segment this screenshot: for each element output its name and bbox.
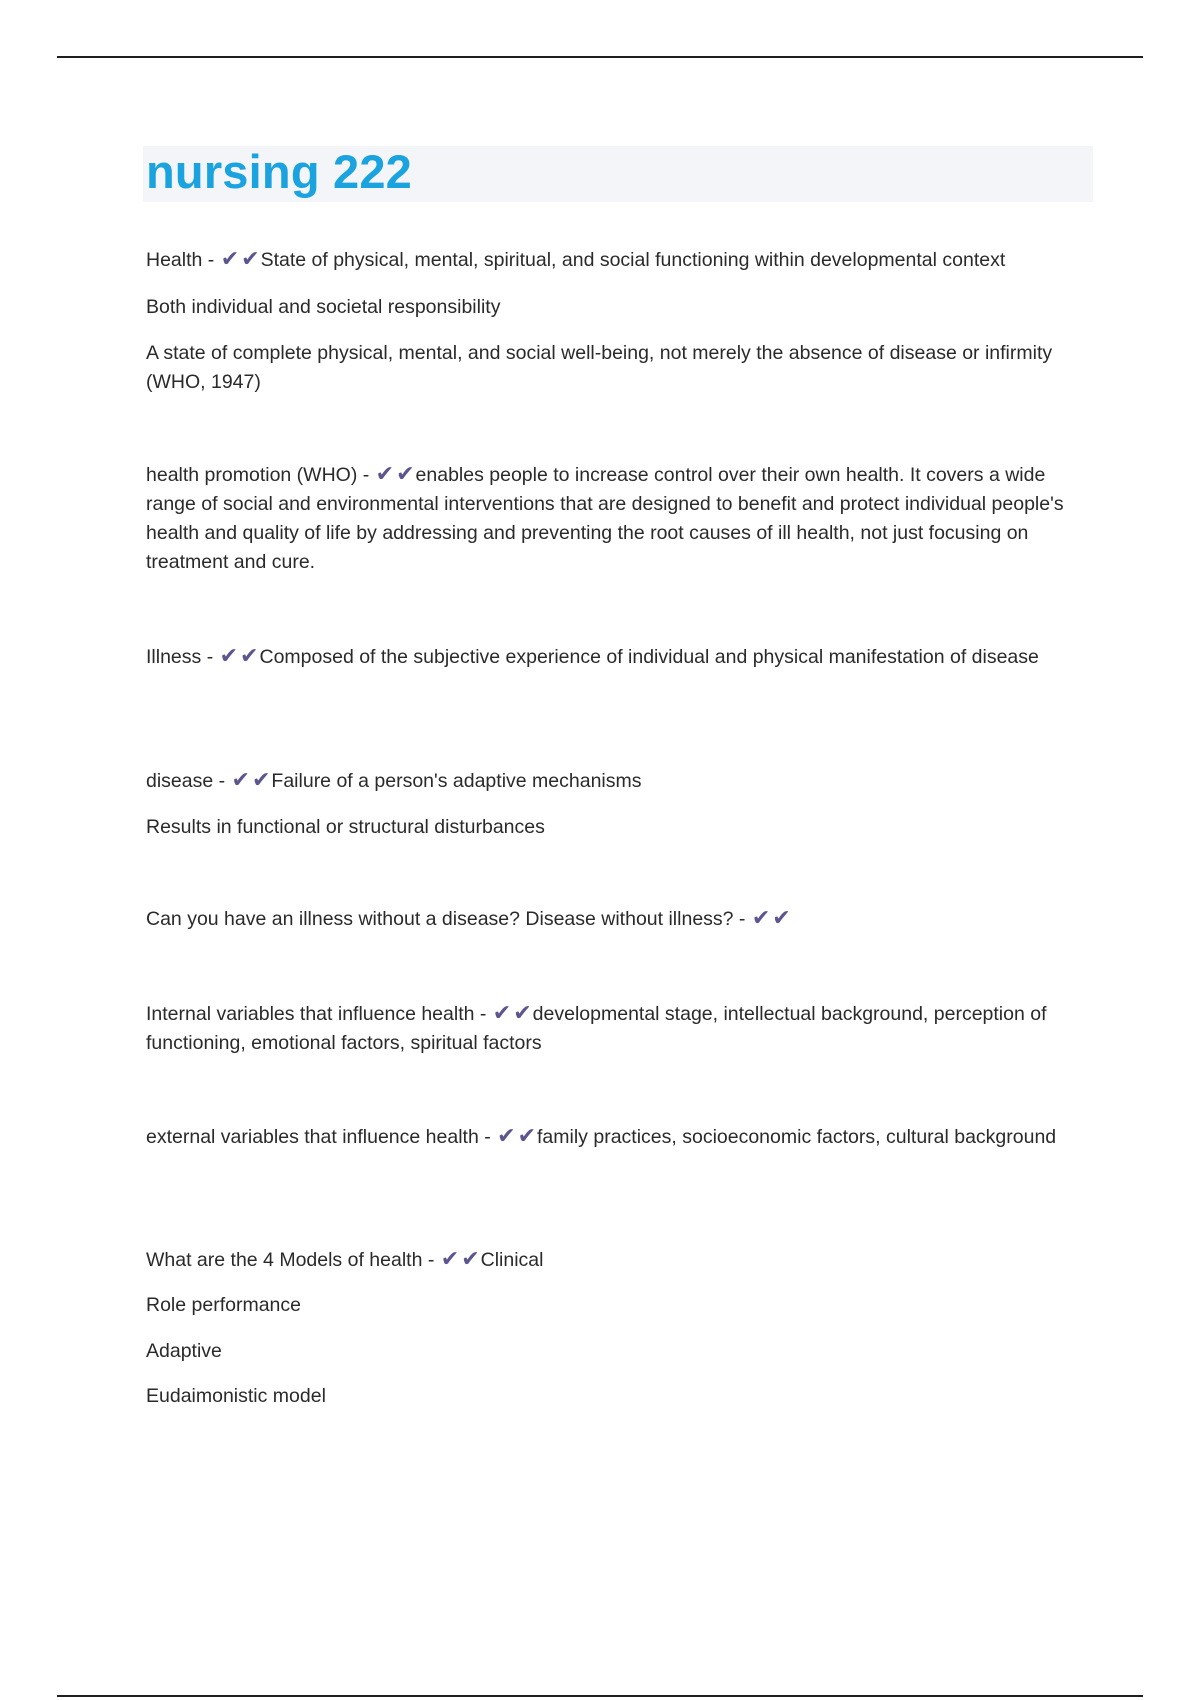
- qa-item-external-variables: [146, 1123, 1094, 1152]
- term: Health -: [146, 249, 215, 271]
- text-line: Eudaimonistic model: [146, 1385, 326, 1407]
- check-icon: ✔: [492, 1000, 512, 1025]
- definition: Failure of a person's adaptive mechanisms: [271, 770, 642, 792]
- qa-item-internal-variables: [146, 1000, 1094, 1058]
- qa-item-models-of-health: [146, 1246, 1094, 1275]
- check-icon: ✔: [240, 643, 259, 668]
- check-icon: ✔: [440, 1246, 460, 1271]
- check-icon: ✔: [461, 1246, 480, 1271]
- check-icon: ✔: [396, 461, 415, 486]
- check-icon: ✔: [513, 1000, 532, 1025]
- check-icon: ✔: [497, 1123, 516, 1148]
- term: What are the 4 Models of health -: [146, 1249, 435, 1271]
- definition: family practices, socioeconomic factors, cultural background: [537, 1126, 1057, 1148]
- definition: developmental stage, intellectual background, perception of functioning, emotional factors, spiritual factors: [146, 1003, 1047, 1054]
- term: Can you have an illness without a disease? Disease without illness? -: [146, 908, 746, 930]
- qa-item-health-promotion: [146, 461, 1094, 577]
- text-line: Both individual and societal responsibility: [146, 296, 501, 318]
- term: health promotion (WHO) -: [146, 464, 370, 486]
- check-icon: ✔: [231, 767, 250, 792]
- term: disease -: [146, 770, 226, 792]
- definition: enables people to increase control over their own health. It covers a wide range of social and environmental interventions that are designed to benefit and protect individual people's health and quality of life by addressing and preventing the root causes of ill health, not just focusing on treatment and cure.: [146, 464, 1064, 573]
- check-icon: ✔: [772, 905, 791, 930]
- qa-item-disease: [146, 767, 1094, 796]
- text-line: Adaptive: [146, 1340, 222, 1362]
- check-icon: ✔: [517, 1123, 537, 1148]
- page-title: nursing 222: [146, 145, 413, 198]
- check-icon: ✔: [219, 643, 239, 668]
- definition: Clinical: [480, 1249, 544, 1271]
- term: Illness -: [146, 646, 214, 668]
- term: Internal variables that influence health -: [146, 1003, 487, 1025]
- check-icon: ✔: [220, 246, 240, 271]
- text-line: Role performance: [146, 1294, 301, 1316]
- check-icon: ✔: [751, 905, 771, 930]
- check-icon: ✔: [251, 767, 271, 792]
- text-line: Results in functional or structural disturbances: [146, 816, 545, 838]
- definition: Composed of the subjective experience of individual and physical manifestation of disease: [259, 646, 1039, 668]
- check-icon: ✔: [375, 461, 395, 486]
- definition: State of physical, mental, spiritual, and social functioning within developmental context: [260, 249, 1006, 271]
- term: external variables that influence health -: [146, 1126, 491, 1148]
- check-icon: ✔: [241, 246, 260, 271]
- qa-item-illness-vs-disease: [146, 905, 1094, 934]
- qa-item-illness: [146, 643, 1094, 672]
- text-line: A state of complete physical, mental, and social well-being, not merely the absence of disease or infirmity (WHO, 1947): [146, 342, 1053, 393]
- qa-item-health: [146, 246, 1094, 275]
- top-rule: [57, 56, 1143, 58]
- bottom-rule: [57, 1695, 1143, 1697]
